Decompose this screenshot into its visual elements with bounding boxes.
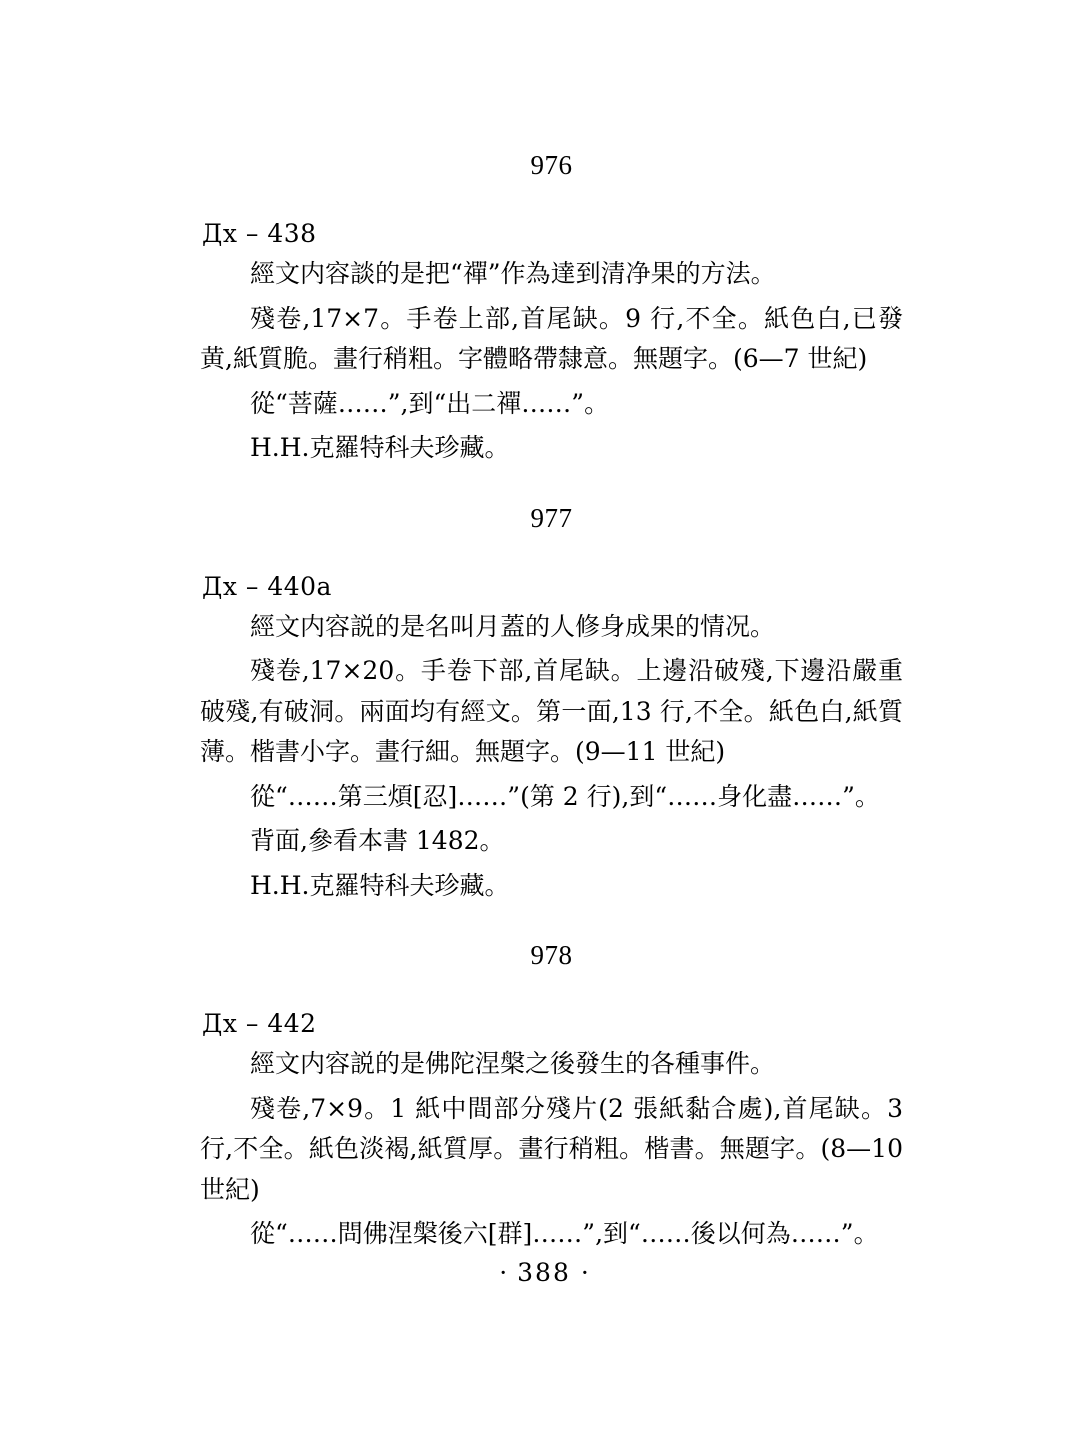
- page-footer: [0, 1258, 1088, 1287]
- footer-left-mark: ·: [499, 1258, 508, 1287]
- section-gap: [200, 473, 903, 503]
- entry-identifier: Дх – 438: [202, 219, 317, 248]
- catalog-entry: [200, 940, 903, 1255]
- entry-paragraph: 從“菩薩……”,到“出二禪……”。: [250, 388, 610, 418]
- entry-paragraph: H.H.克羅特科夫珍藏。: [250, 870, 510, 900]
- entry-number: 978: [530, 940, 573, 970]
- entry-number: 976: [530, 150, 573, 180]
- entry-identifier: Дх – 442: [202, 1009, 317, 1038]
- entry-paragraph: 殘卷,17×20。手卷下部,首尾缺。上邊沿破殘,下邊沿嚴重破殘,有破洞。兩面均有經文。第一面,13 行,不全。紙色白,紙質薄。楷書小字。畫行細。無題字。(9—11 世紀): [200, 656, 903, 766]
- entry-paragraph: 經文内容説的是名叫月蓋的人修身成果的情况。: [250, 611, 776, 641]
- entry-paragraph: 背面,參看本書 1482。: [250, 826, 505, 855]
- page-number: 388: [517, 1258, 571, 1287]
- entry-paragraph: 從“……問佛涅槃後六[群]……”,到“……後以何為……”。: [250, 1219, 879, 1248]
- entry-number: 977: [530, 502, 573, 533]
- entry-paragraph: 從“……第三煩[忍]……”(第 2 行),到“……身化盡……”。: [250, 781, 880, 811]
- catalog-entry: [200, 503, 903, 907]
- entry-paragraph: 殘卷,7×9。1 紙中間部分殘片(2 張紙黏合處),首尾缺。3 行,不全。紙色淡褐,紙質厚。畫行稍粗。楷書。無題字。(8—10 世紀): [200, 1093, 903, 1204]
- catalog-entry: [200, 150, 903, 469]
- section-gap: [200, 910, 903, 940]
- entry-paragraph: 經文内容談的是把“禪”作為達到清净果的方法。: [250, 259, 776, 288]
- footer-right-mark: ·: [580, 1258, 589, 1287]
- entry-paragraph: 殘卷,17×7。手卷上部,首尾缺。9 行,不全。紙色白,已發黄,紙質脆。畫行稍粗。字體略帶隸意。無題字。(6—7 世紀): [200, 303, 903, 373]
- entry-paragraph: 經文内容説的是佛陀涅槃之後發生的各種事件。: [250, 1049, 776, 1078]
- entry-identifier: Дх – 440a: [202, 571, 332, 601]
- entry-paragraph: H.H.克羅特科夫珍藏。: [250, 433, 510, 462]
